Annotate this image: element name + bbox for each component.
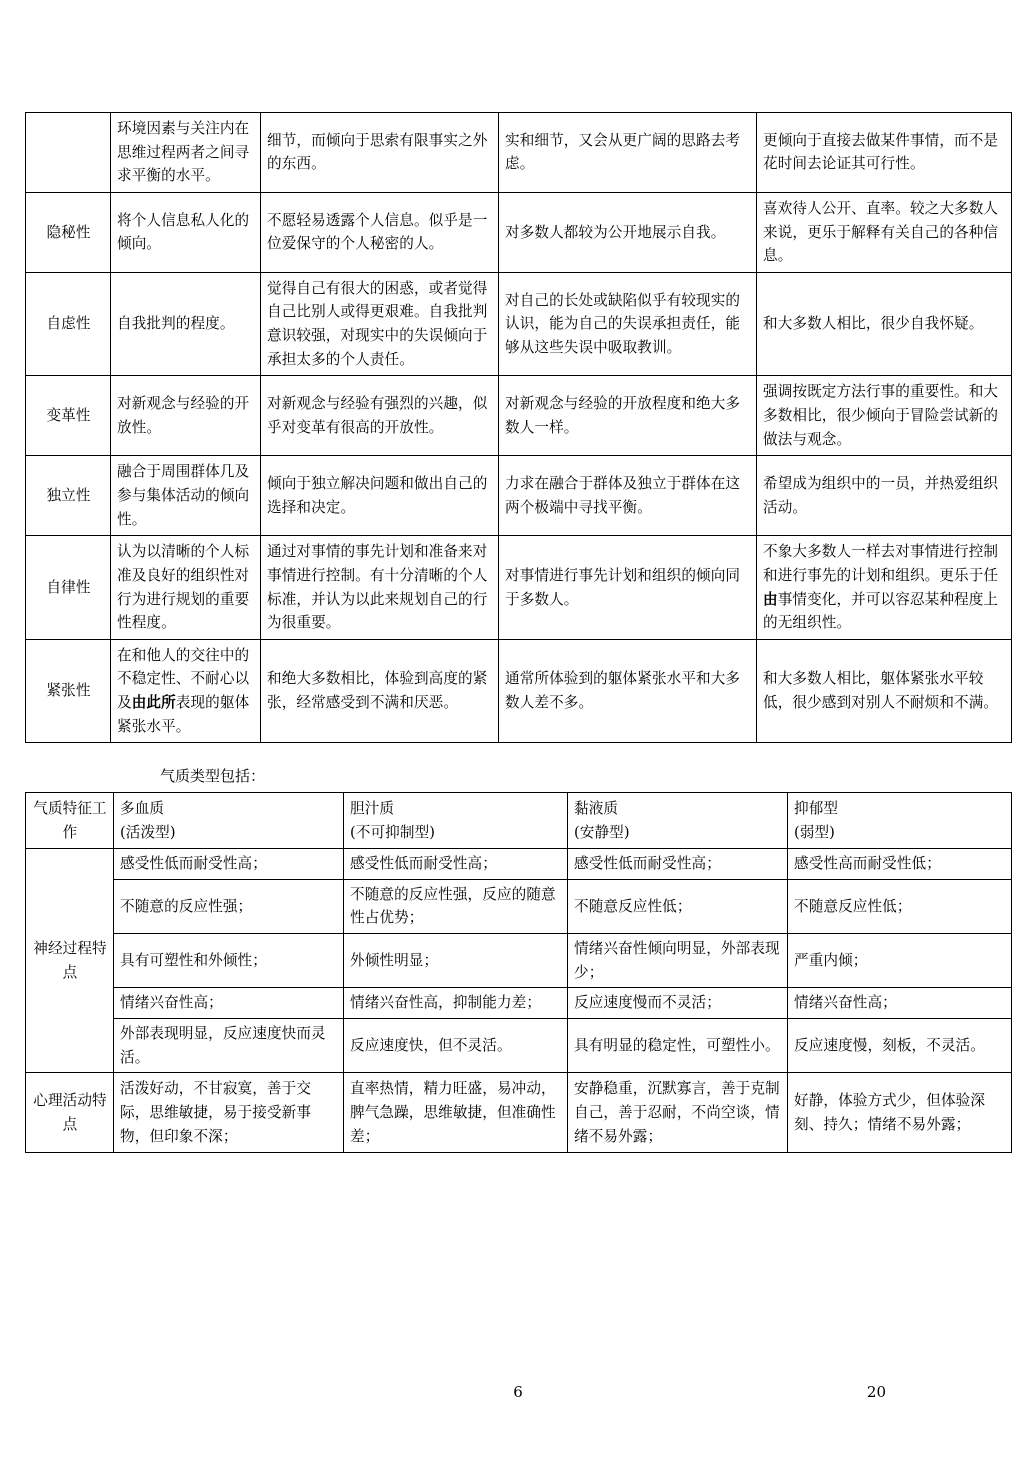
section-heading: 气质类型包括： [160,767,266,786]
type-name: 胆汁质 [350,799,395,817]
table-row [26,536,1012,640]
trait-definition: 环境因素与关注内在思维过程两者之间寻求平衡的水平。 [111,113,261,193]
type-subtitle: (安静型) [574,823,630,841]
table-header-row [26,792,1012,848]
trait-mid-desc: 对新观念与经验的开放程度和绝大多数人一样。 [499,376,757,456]
cell-choleric: 感受性低而耐受性高； [344,849,568,880]
type-name: 黏液质 [574,799,619,817]
trait-low-desc: 对新观念与经验有强烈的兴趣，似乎对变革有很高的开放性。 [261,376,499,456]
cell-sanguine: 外部表现明显，反应速度快而灵活。 [114,1019,344,1073]
trait-low-desc: 倾向于独立解决问题和做出自己的选择和决定。 [261,456,499,536]
type-name: 抑郁型 [794,799,839,817]
table-row [26,113,1012,193]
table-row [26,988,1012,1019]
trait-high-desc: 希望成为组织中的一员，并热爱组织活动。 [757,456,1012,536]
trait-high-desc: 和大多数人相比，躯体紧张水平较低，很少感到对别人不耐烦和不满。 [757,639,1012,743]
table-row [26,1019,1012,1073]
trait-label: 自虑性 [26,272,111,376]
type-name: 多血质 [120,799,165,817]
text-segment: 在和他人的交往中的不稳定性、不耐心以及 [117,646,250,712]
table-row [26,1073,1012,1153]
cell-phlegmatic: 具有明显的稳定性，可塑性小。 [568,1019,788,1073]
trait-low-desc: 和绝大多数相比，体验到高度的紧张，经常感受到不满和厌恶。 [261,639,499,743]
cell-choleric: 直率热情，精力旺盛，易冲动，脾气急躁，思维敏捷，但准确性差； [344,1073,568,1153]
table-row [26,192,1012,272]
cell-choleric: 外倾性明显； [344,934,568,988]
emphasized-segment: 由 [763,590,778,608]
trait-definition: 认为以清晰的个人标准及良好的组织性对行为进行规划的重要性程度。 [111,536,261,640]
page-footer [25,1383,1011,1403]
cell-sanguine: 活泼好动，不甘寂寞，善于交际，思维敏捷，易于接受新事物，但印象不深； [114,1073,344,1153]
type-subtitle: (活泼型) [120,823,176,841]
header-corner-label: 气质特征工作 [26,792,114,848]
emphasized-segment: 由此所 [131,694,176,712]
cell-melancholic: 反应速度慢，刻板，不灵活。 [788,1019,1012,1073]
trait-mid-desc: 力求在融合于群体及独立于群体在这两个极端中寻找平衡。 [499,456,757,536]
cell-sanguine: 情绪兴奋性高； [114,988,344,1019]
table-row [26,272,1012,376]
cell-phlegmatic: 不随意反应性低； [568,879,788,933]
text-segment: 事情变化，并可以容忍某种程度上的无组织性。 [763,590,999,632]
table-row [26,849,1012,880]
trait-label: 隐秘性 [26,192,111,272]
table-row [26,376,1012,456]
trait-high-desc [757,536,1012,640]
header-col-melancholic [788,792,1012,848]
trait-high-desc: 和大多数人相比，很少自我怀疑。 [757,272,1012,376]
type-subtitle: (不可抑制型) [350,823,436,841]
trait-low-desc: 细节，而倾向于思索有限事实之外的东西。 [261,113,499,193]
cell-sanguine: 不随意的反应性强； [114,879,344,933]
group-label-psych: 心理活动特点 [26,1073,114,1153]
trait-label: 变革性 [26,376,111,456]
table-row [26,879,1012,933]
cell-phlegmatic: 安静稳重，沉默寡言，善于克制自己，善于忍耐，不尚空谈，情绪不易外露； [568,1073,788,1153]
trait-label: 自律性 [26,536,111,640]
table-row [26,934,1012,988]
personality-traits-table [25,112,1012,743]
trait-mid-desc: 对事情进行事先计划和组织的倾向同于多数人。 [499,536,757,640]
cell-melancholic: 情绪兴奋性高； [788,988,1012,1019]
trait-definition: 将个人信息私人化的倾向。 [111,192,261,272]
page-number-right: 20 [866,1383,886,1401]
cell-choleric: 反应速度快，但不灵活。 [344,1019,568,1073]
trait-definition: 自我批判的程度。 [111,272,261,376]
trait-mid-desc: 实和细节，又会从更广阔的思路去考虑。 [499,113,757,193]
cell-melancholic: 严重内倾； [788,934,1012,988]
temperament-types-table [25,792,1012,1153]
trait-high-desc: 强调按既定方法行事的重要性。和大多数相比，很少倾向于冒险尝试新的做法与观念。 [757,376,1012,456]
trait-mid-desc: 通常所体验到的躯体紧张水平和大多数人差不多。 [499,639,757,743]
page-number-center: 6 [513,1383,523,1401]
trait-label [26,113,111,193]
trait-definition: 融合于周围群体几及参与集体活动的倾向性。 [111,456,261,536]
cell-phlegmatic: 反应速度慢而不灵活； [568,988,788,1019]
trait-definition: 对新观念与经验的开放性。 [111,376,261,456]
cell-phlegmatic: 感受性低而耐受性高； [568,849,788,880]
group-label-neural: 神经过程特点 [26,849,114,1073]
trait-high-desc: 更倾向于直接去做某件事情，而不是花时间去论证其可行性。 [757,113,1012,193]
trait-label: 紧张性 [26,639,111,743]
header-col-phlegmatic [568,792,788,848]
cell-choleric: 情绪兴奋性高，抑制能力差； [344,988,568,1019]
trait-low-desc: 不愿轻易透露个人信息。似乎是一位爱保守的个人秘密的人。 [261,192,499,272]
table-row [26,639,1012,743]
trait-mid-desc: 对自己的长处或缺陷似乎有较现实的认识，能为自己的失误承担责任，能够从这些失误中吸取教训。 [499,272,757,376]
text-segment: 不象大多数人一样去对事情进行控制和进行事先的计划和组织。更乐于任 [763,543,999,584]
trait-mid-desc: 对多数人都较为公开地展示自我。 [499,192,757,272]
trait-label: 独立性 [26,456,111,536]
trait-high-desc: 喜欢待人公开、直率。较之大多数人来说，更乐于解释有关自己的各种信息。 [757,192,1012,272]
header-col-choleric [344,792,568,848]
trait-definition [111,639,261,743]
text-segment: 表现的躯体紧张水平。 [117,694,250,735]
type-subtitle: (弱型) [794,823,835,841]
header-col-sanguine [114,792,344,848]
cell-sanguine: 感受性低而耐受性高； [114,849,344,880]
cell-choleric: 不随意的反应性强，反应的随意性占优势； [344,879,568,933]
table-row [26,456,1012,536]
trait-low-desc: 觉得自己有很大的困惑，或者觉得自己比别人或得更艰难。自我批判意识较强，对现实中的失误倾向于承担太多的个人责任。 [261,272,499,376]
cell-melancholic: 感受性高而耐受性低； [788,849,1012,880]
cell-melancholic: 好静，体验方式少，但体验深刻、持久；情绪不易外露； [788,1073,1012,1153]
trait-low-desc: 通过对事情的事先计划和准备来对事情进行控制。有十分清晰的个人标准，并认为以此来规划自己的行为很重要。 [261,536,499,640]
cell-melancholic: 不随意反应性低； [788,879,1012,933]
cell-sanguine: 具有可塑性和外倾性； [114,934,344,988]
cell-phlegmatic: 情绪兴奋性倾向明显，外部表现少； [568,934,788,988]
